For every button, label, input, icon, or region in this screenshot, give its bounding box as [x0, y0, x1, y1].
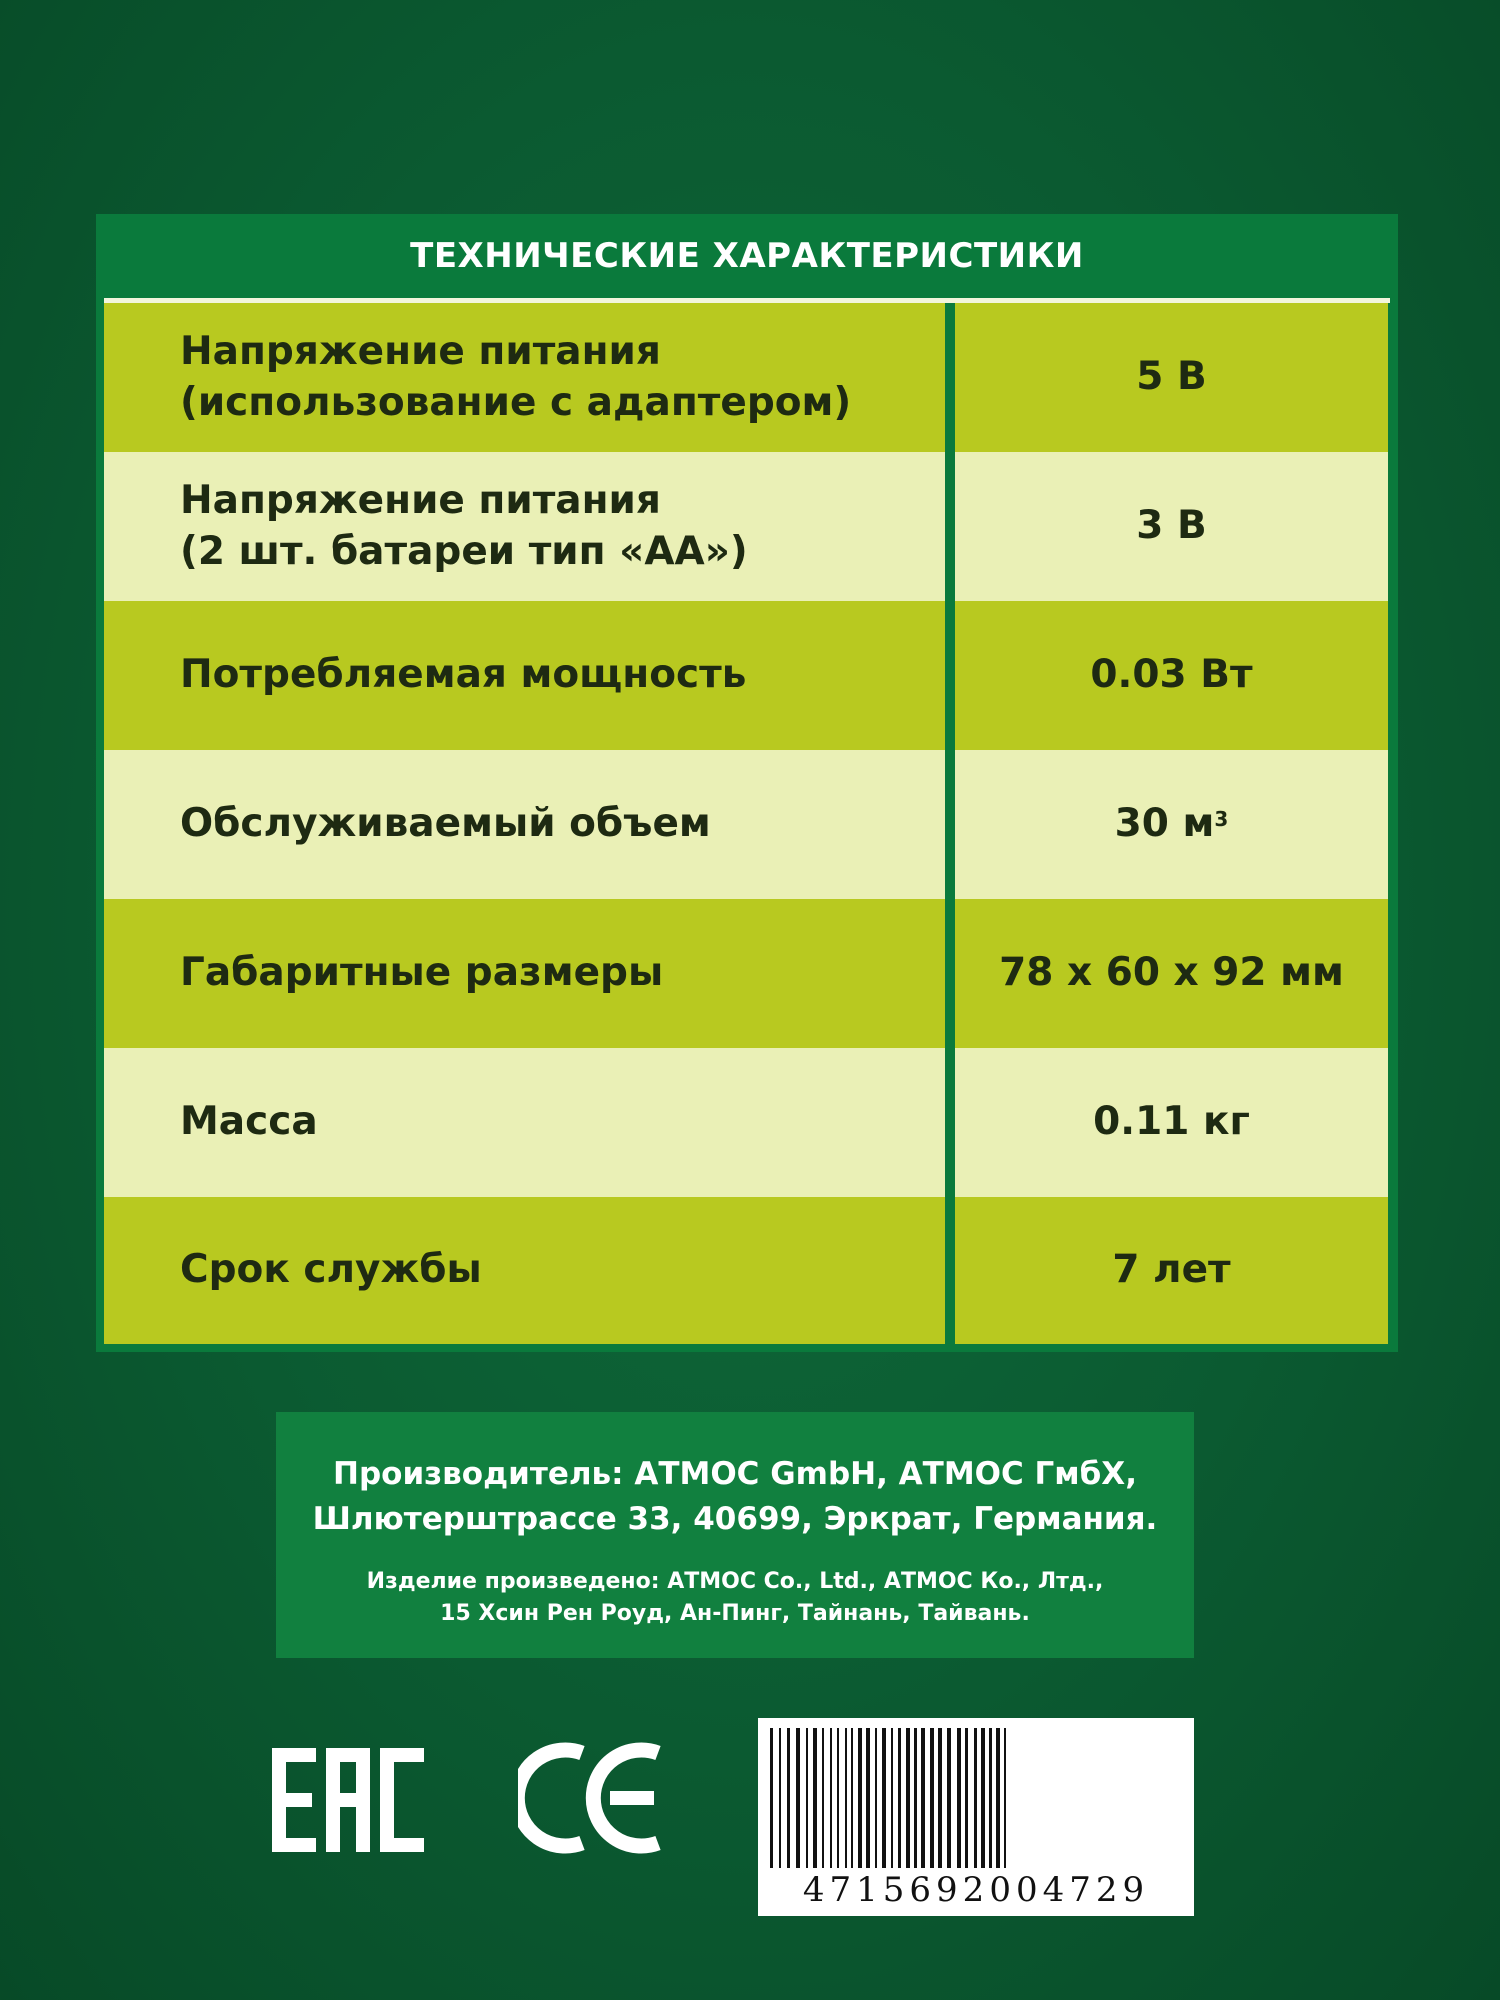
- barcode-bar: [989, 1728, 992, 1868]
- manufacturer-info: [276, 1412, 1194, 1658]
- barcode-number: 4715692004729: [802, 1870, 1150, 1910]
- eac-logo: [272, 1748, 424, 1856]
- spec-label: Срок службы: [104, 1197, 945, 1344]
- barcode-bar: [875, 1728, 877, 1868]
- barcode-bar: [965, 1728, 968, 1868]
- spec-value: 0.11 кг: [955, 1048, 1388, 1197]
- spec-value: 5 В: [955, 303, 1388, 452]
- barcode-bar: [882, 1728, 886, 1868]
- barcode-bar: [974, 1728, 977, 1868]
- spec-value: 3 В: [955, 452, 1388, 601]
- barcode-bar: [806, 1728, 808, 1868]
- barcode-bar: [787, 1728, 790, 1868]
- barcode-bar: [921, 1728, 925, 1868]
- spec-row: [104, 1048, 1388, 1197]
- spec-label: Потребляемая мощность: [104, 601, 945, 750]
- barcode-bar: [947, 1728, 951, 1868]
- barcode-bar: [837, 1728, 839, 1868]
- barcode-bar: [930, 1728, 934, 1868]
- barcode-bar: [981, 1728, 985, 1868]
- barcode-bar: [891, 1728, 893, 1868]
- barcode-bar: [779, 1728, 781, 1868]
- spec-value: 30 м $^3$: [955, 750, 1388, 899]
- barcode-bar: [851, 1728, 853, 1868]
- spec-value: 0.03 Вт: [955, 601, 1388, 750]
- spec-row: [104, 1197, 1388, 1344]
- barcode-bar: [898, 1728, 901, 1868]
- spec-value: 78 х 60 х 92 мм: [955, 899, 1388, 1048]
- barcode-bar: [957, 1728, 961, 1868]
- spec-row: [104, 452, 1388, 601]
- spec-row: [104, 899, 1388, 1048]
- barcode-bar: [813, 1728, 817, 1868]
- production-address: Изделие произведено: АТМОС Co., Ltd., АТМОС Ко., Лтд., 15 Хсин Рен Роуд, Ан-Пинг, Тайнань, Тайвань.: [366, 1569, 1104, 1626]
- superscript: 3: [1214, 806, 1229, 831]
- barcode-bar: [858, 1728, 862, 1868]
- barcode-bar: [822, 1728, 824, 1868]
- barcode: [758, 1718, 1194, 1916]
- spec-label: Масса: [104, 1048, 945, 1197]
- spec-value: 7 лет: [955, 1197, 1388, 1344]
- barcode-bar: [845, 1728, 847, 1868]
- barcode-bar: [796, 1728, 800, 1868]
- barcode-bars: [758, 1728, 1194, 1878]
- barcode-bar: [996, 1728, 1000, 1868]
- ce-logo: [518, 1740, 664, 1860]
- spec-table: [96, 214, 1398, 1352]
- spec-label: Габаритные размеры: [104, 899, 945, 1048]
- barcode-bar: [938, 1728, 942, 1868]
- spec-row: [104, 303, 1388, 452]
- spec-label: Напряжение питания (2 шт. батареи тип «AA»): [104, 452, 945, 601]
- spec-label: Напряжение питания (использование с адаптером): [104, 303, 945, 452]
- spec-title: ТЕХНИЧЕСКИЕ ХАРАКТЕРИСТИКИ: [410, 236, 1084, 276]
- barcode-bar: [770, 1728, 773, 1868]
- barcode-bar: [866, 1728, 870, 1868]
- barcode-bar: [914, 1728, 917, 1868]
- barcode-bar: [830, 1728, 832, 1868]
- spec-row: [104, 750, 1388, 899]
- spec-row: [104, 601, 1388, 750]
- barcode-bar: [906, 1728, 910, 1868]
- manufacturer-address: Производитель: АТМОС GmbH, АТМОС ГмбХ, Шлютерштрассе 33, 40699, Эркрат, Германия.: [312, 1456, 1158, 1537]
- column-divider: [945, 303, 955, 1344]
- spec-label: Обслуживаемый объем: [104, 750, 945, 899]
- barcode-bar: [1004, 1728, 1006, 1868]
